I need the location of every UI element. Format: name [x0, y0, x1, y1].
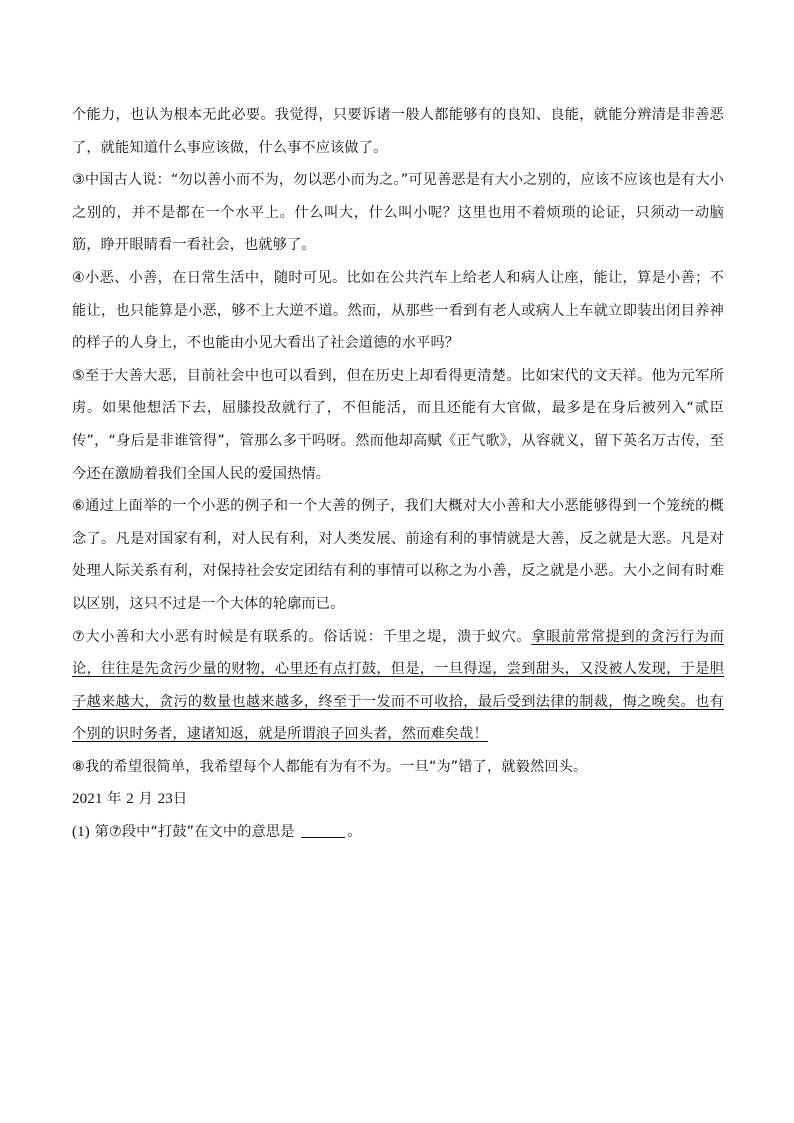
date-year: 2021 [72, 791, 103, 808]
paragraph-4: ④小恶、小善，在日常生活中，随时可见。比如在公共汽车上给老人和病人让座，能让，算是小善；不能让，也只能算是小恶，够不上大逆不道。然而，从那些一看到有老人或病人上车就立即装出闭目养神的样子的人身上，不也能由小见大看出了社会道德的水平吗？ [72, 269, 724, 352]
date-month-unit: 月 [138, 791, 153, 808]
document-date [72, 783, 724, 816]
answer-blank[interactable] [301, 823, 345, 838]
paragraph-5: ⑤至于大善大恶，目前社会中也可以看到，但在历史上却看得更清楚。比如宋代的文天祥。他为元军所虏。如果他想活下去，屈膝投敌就行了，不但能活，而且还能有大官做，最多是在身后被列入“贰臣传”，“身后是非谁管得”，管那么多干吗呀。然而他却高赋《正气歌》，从容就义，留下英名万古传，至今还在激励着我们全国人民的爱国热情。 [72, 367, 724, 482]
date-day-unit: 日 [172, 791, 188, 808]
paragraph-7 [72, 621, 724, 751]
paragraph-8: ⑧我的希望很简单，我希望每个人都能有为有不为。一旦“为”错了，就毅然回头。 [72, 758, 588, 775]
paragraph-7-underlined-passage: 拿眼前常常提到的贪污行为而论，往往是先贪污少量的财物，心里还有点打鼓，但是，一旦得逞，尝到甜头，又没被人发现，于是胆子越来越大，贪污的数量也越来越多，终至于一发而不可收拾，最后受到法律的制裁，悔之晚矣。也有个别的识时务者，逮诸知返，就是所谓浪子回头者，然而难矣哉！ [72, 628, 724, 743]
date-month: 2 [126, 791, 134, 808]
question-1 [72, 816, 724, 849]
question-end: 。 [347, 824, 362, 841]
article-body [72, 99, 724, 849]
question-text: 第⑦段中“打鼓”在文中的意思是 [94, 824, 295, 841]
date-year-unit: 年 [107, 791, 122, 808]
paragraph-7-lead: ⑦大小善和大小恶有时候是有联系的。俗话说：千里之堤，溃于蚁穴。 [72, 628, 532, 645]
question-number: (1) [72, 824, 90, 841]
paragraph-6: ⑥通过上面举的一个小恶的例子和一个大善的例子，我们大概对大小善和大小恶能够得到一个笼统的概念了。凡是对国家有利，对人民有利，对人类发展、前途有利的事情就是大善，反之就是大恶。凡是对处理人际关系有利，对保持社会安定团结有利的事情可以称之为小善，反之就是小恶。大小之间有时难以区别，这只不过是一个大体的轮廓而已。 [72, 498, 724, 612]
date-day: 23 [157, 791, 173, 808]
paragraph-3: ③中国古人说：“勿以善小而不为，勿以恶小而为之。”可见善恶是有大小之别的，应该不应该也是有大小之别的，并不是都在一个水平上。什么叫大，什么叫小呢？这里也用不着烦琐的论证，只须动一动脑筋，睁开眼睛看一看社会，也就够了。 [72, 172, 724, 254]
paragraph-continuation: 个能力，也认为根本无此必要。我觉得，只要诉诸一般人都能够有的良知、良能，就能分辨清是非善恶了，就能知道什么事应该做，什么事不应该做了。 [72, 107, 724, 156]
